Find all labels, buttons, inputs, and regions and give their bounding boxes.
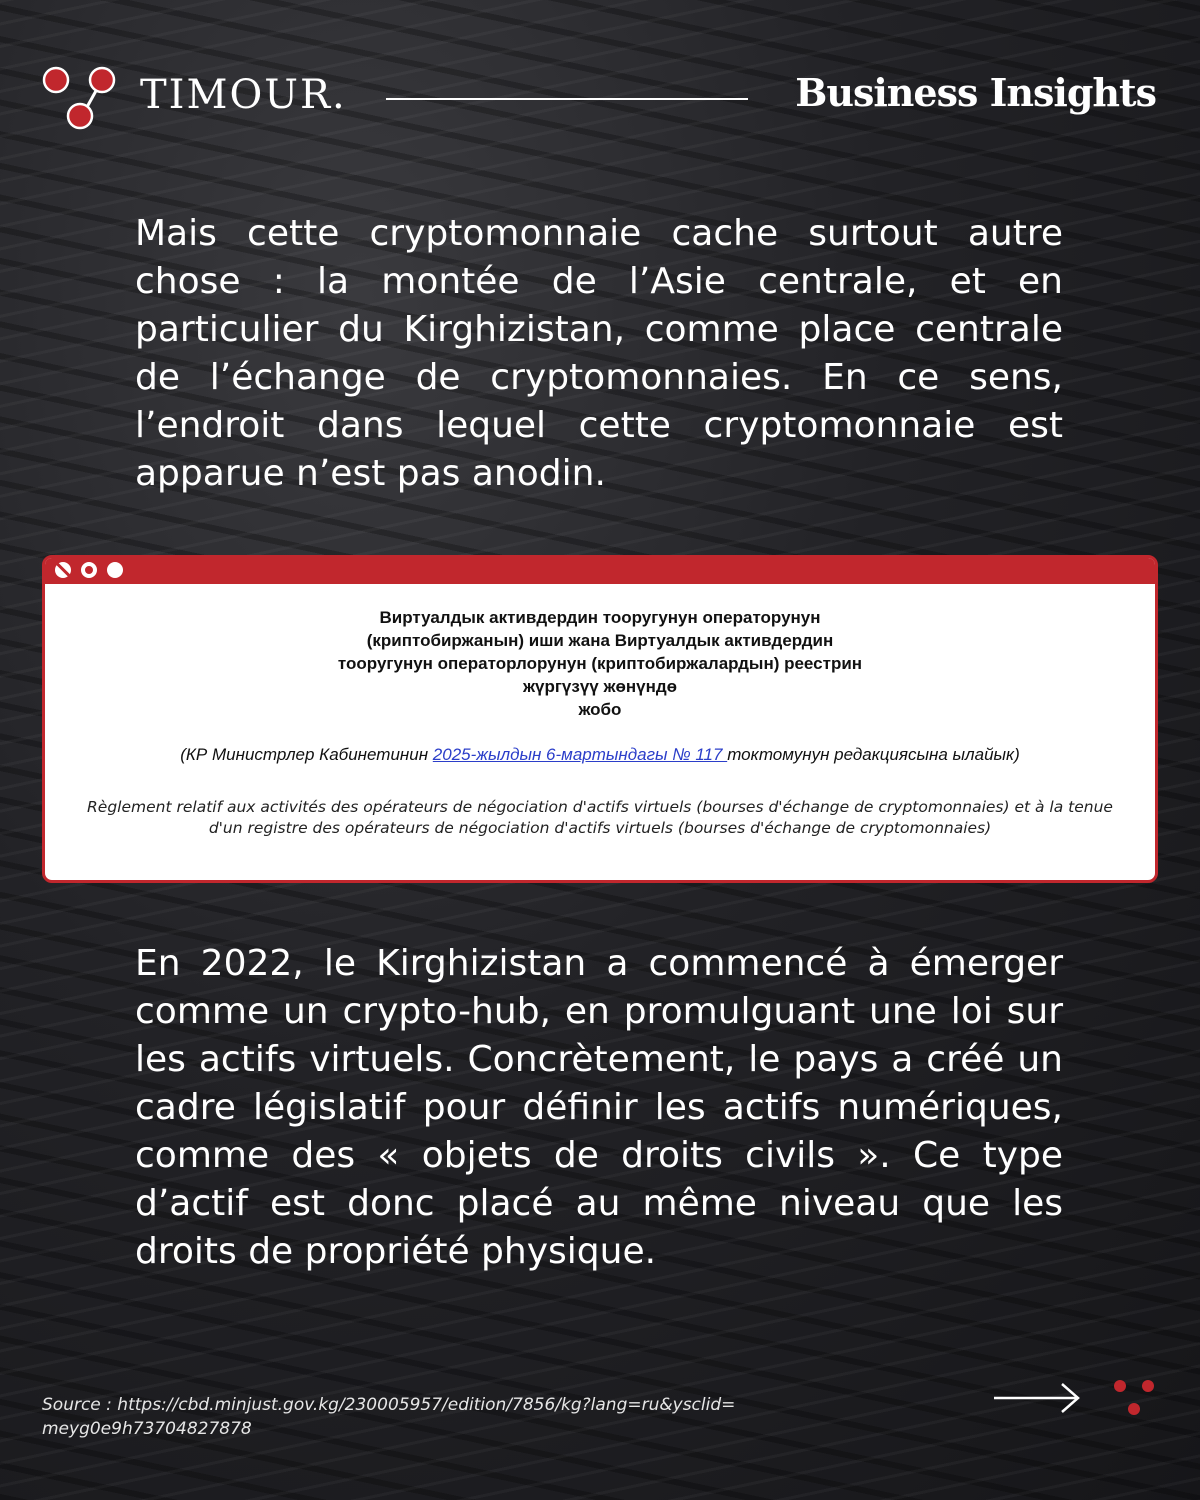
brand-name: TIMOUR. bbox=[140, 72, 347, 118]
source-citation: Source : https://cbd.minjust.gov.kg/230005957/edition/7856/kg?lang=ru&ysclid=meyg0e9h73704827878 bbox=[42, 1395, 736, 1439]
window-maximize-icon bbox=[107, 562, 123, 578]
window-close-icon bbox=[55, 562, 71, 578]
document-title bbox=[45, 606, 1155, 721]
document-title-line: жүргүзүү жөнүндө bbox=[522, 677, 678, 696]
document-title-line: Виртуалдык активдердин тооругунун операторунун bbox=[379, 608, 821, 627]
arrow-right-icon[interactable] bbox=[992, 1380, 1082, 1416]
intro-paragraph: Mais cette cryptomonnaie cache surtout autre chose : la montée de l’Asie centrale, et en particulier du Kirghizistan, comme place centrale de l’échange de cryptomonnaies. En ce sens, l’endroit dans lequel cette cryptomonnaie est apparue n’est pas anodin. bbox=[135, 213, 1063, 494]
reference-prefix: (КР Министрлер Кабинетинин bbox=[180, 745, 433, 764]
window-titlebar bbox=[45, 558, 1155, 584]
section-title: Business Insights bbox=[795, 70, 1156, 115]
timour-logo-icon bbox=[42, 64, 118, 132]
window-minimize-icon bbox=[81, 562, 97, 578]
document-translation: Règlement relatif aux activités des opérateurs de négociation d'actifs virtuels (bourses d'échange de cryptomonnaies) et à la tenue d'un registre des opérateurs de négociation d'actifs virtuels (bourses d'échange de cryptomonnaies) bbox=[87, 798, 1113, 837]
reference-suffix: токтомунун редакциясына ылайык) bbox=[727, 745, 1020, 764]
reference-link[interactable]: 2025-жылдын 6-мартындагы № 117 bbox=[432, 745, 728, 764]
document-title-line: (криптобиржанын) иши жана Виртуалдык активдердин bbox=[366, 631, 834, 650]
three-dots-icon bbox=[1110, 1378, 1158, 1418]
document-title-line: тооругунун операторлорунун (криптобиржалардын) реестрин bbox=[337, 654, 863, 673]
body-paragraph: En 2022, le Kirghizistan a commencé à émerger comme un crypto-hub, en promulguant une loi sur les actifs virtuels. Concrètement, le pays a créé un cadre législatif pour définir les actifs numériques, comme des « objets de droits civils ». Ce type d’actif est donc placé au même niveau que les droits de propriété physique. bbox=[135, 943, 1063, 1272]
header-divider bbox=[386, 98, 748, 100]
document-title-line: жобо bbox=[578, 700, 622, 719]
document-screenshot-window bbox=[42, 555, 1158, 883]
document-reference bbox=[45, 745, 1155, 765]
